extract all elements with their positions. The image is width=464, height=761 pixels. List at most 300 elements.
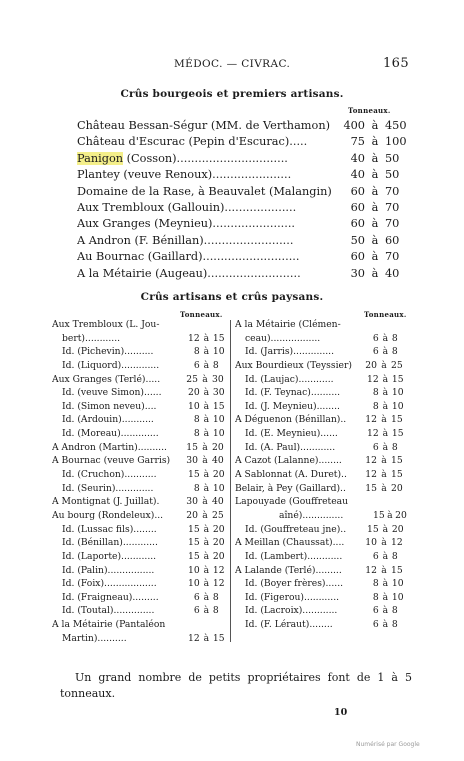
max-tonneaux: 20 — [212, 469, 225, 481]
range-separator: à — [371, 135, 379, 149]
range-separator: à — [381, 537, 387, 549]
max-tonneaux: 20 — [212, 523, 225, 535]
estate-name: Id. (Figerou)............ — [245, 591, 340, 603]
max-tonneaux: 15 — [391, 564, 403, 576]
estate-name: Aux Trembloux (Gallouin).................... — [77, 200, 297, 214]
min-tonneaux: 6 — [193, 605, 200, 617]
range-separator: à — [371, 151, 379, 165]
estate-name: Au Bournac (Gaillard)........................... — [77, 250, 300, 264]
range-separator: à — [371, 250, 379, 264]
range-separator: à — [203, 537, 210, 549]
range-separator: à — [382, 387, 389, 399]
max-tonneaux: 20 — [391, 523, 404, 535]
estate-name: Au bourg (Rondeleux)... — [52, 509, 164, 521]
range-separator: à — [203, 387, 210, 399]
estate-name: A Montignat (J. Juillat). — [52, 496, 160, 508]
max-tonneaux: 8 — [391, 332, 398, 344]
min-tonneaux: 15 — [188, 550, 200, 562]
range-separator: à — [203, 469, 210, 481]
table-row — [52, 632, 228, 646]
table-row — [52, 509, 228, 523]
highlighted-name: Panigon — [77, 151, 124, 165]
estate-name: Aux Granges (Terlé)..... — [52, 373, 161, 385]
table-row — [77, 167, 407, 183]
estate-name: Martin).......... — [62, 632, 127, 644]
min-tonneaux: 25 — [186, 373, 198, 385]
table-row — [52, 604, 228, 618]
range-separator: à — [381, 359, 387, 371]
range-separator: à — [203, 400, 210, 412]
max-tonneaux: 100 — [385, 135, 407, 149]
range-separator: à — [382, 346, 389, 358]
range-separator: à — [382, 373, 389, 385]
table-row — [52, 536, 228, 550]
range-separator: à — [203, 359, 210, 371]
range-separator: à — [203, 523, 210, 535]
estate-name: Id. (Lacroix)............ — [245, 605, 338, 617]
max-tonneaux: 10 — [212, 428, 225, 440]
estate-name: Id. (Palin)................ — [62, 564, 155, 576]
estate-name: A la Métairie (Clémen- — [235, 319, 341, 330]
min-tonneaux: 12 — [365, 469, 377, 481]
estate-name: Id. (Pichevin).......... — [62, 346, 154, 358]
min-tonneaux: 8 — [193, 414, 200, 426]
estate-name: Plantey (veuve Renoux)...................... — [77, 168, 292, 182]
max-tonneaux: 8 — [391, 441, 398, 453]
min-tonneaux: 12 — [367, 428, 379, 440]
range-separator: à — [203, 605, 210, 617]
estate-name: Id. (Gouffreteau jne).. — [245, 523, 347, 535]
min-tonneaux: 20 — [186, 509, 198, 521]
max-tonneaux: 12 — [212, 578, 225, 590]
range-separator: à — [382, 523, 389, 535]
table-row — [235, 550, 407, 564]
table-row — [235, 468, 407, 482]
estate-name: Aux Bourdieux (Teyssier) — [235, 359, 352, 371]
estate-name: Id. (veuve Simon)...... — [62, 387, 162, 399]
max-tonneaux — [391, 318, 407, 332]
max-tonneaux: 8 — [391, 605, 398, 617]
max-tonneaux: 15 — [391, 455, 403, 467]
range-separator: à — [381, 482, 387, 494]
table-row — [235, 482, 407, 496]
range-separator — [377, 495, 391, 509]
estate-name: Id. (Laujac)............ — [245, 373, 334, 385]
estate-name: Château d'Escurac (Pepin d'Escurac)..... — [77, 135, 308, 149]
range-separator: à — [381, 455, 387, 467]
range-separator: à — [203, 591, 210, 603]
range-separator: à — [381, 469, 387, 481]
google-watermark: Numérisé par Google — [356, 741, 420, 748]
max-tonneaux: 12 — [391, 537, 403, 549]
table-row — [235, 318, 407, 332]
min-tonneaux: 40 — [350, 168, 365, 182]
range-separator: à — [381, 564, 387, 576]
estate-name: A Bournac (veuve Garris) — [52, 455, 171, 467]
page-number: 165 — [383, 56, 410, 71]
table-row — [52, 591, 228, 605]
min-tonneaux: 8 — [193, 428, 200, 440]
table-row — [52, 359, 228, 373]
range-separator — [198, 618, 212, 632]
table-row — [77, 134, 407, 150]
range-separator: à — [387, 509, 393, 521]
table-row — [52, 318, 228, 332]
min-tonneaux: 10 — [365, 537, 377, 549]
max-tonneaux: 20 — [212, 441, 224, 453]
min-tonneaux: 8 — [372, 400, 379, 412]
table-row — [235, 454, 407, 468]
min-tonneaux: 12 — [188, 332, 200, 344]
estate-name: Id. (J. Meynieu)........ — [245, 400, 340, 412]
estate-name: Id. (Bénillan)............ — [62, 537, 158, 549]
min-tonneaux: 6 — [372, 550, 379, 562]
estate-name: A Cazot (Lalanne)........ — [235, 455, 342, 467]
estate-name: Aux Trembloux (L. Jou- — [52, 319, 160, 330]
range-separator: à — [371, 168, 379, 182]
table-row — [52, 332, 228, 346]
range-separator: à — [382, 578, 389, 590]
unit-label-tonneaux: Tonneaux. — [348, 106, 391, 115]
estate-name — [77, 151, 343, 167]
table-row — [77, 249, 407, 265]
estate-name: Id. (F. Teynac).......... — [245, 387, 341, 399]
table-row — [235, 413, 407, 427]
table-row — [235, 564, 407, 578]
range-separator: à — [202, 373, 208, 385]
estate-name: Id. (Ardouin)........... — [62, 414, 154, 426]
estate-name: Id. (F. Léraut)........ — [245, 619, 333, 631]
range-separator: à — [371, 184, 379, 198]
table-row — [52, 468, 228, 482]
min-tonneaux: 20 — [365, 359, 377, 371]
estate-name: bert)............ — [62, 332, 121, 344]
range-separator: à — [203, 564, 210, 576]
table-row — [77, 118, 407, 134]
min-tonneaux: 60 — [350, 250, 365, 264]
max-tonneaux: 8 — [391, 550, 398, 562]
estate-name: A Déguenon (Bénillan).. — [235, 414, 347, 426]
max-tonneaux: 10 — [212, 346, 225, 358]
section-heading-bourgeois: Crûs bourgeois et premiers artisans. — [120, 88, 344, 100]
min-tonneaux: 6 — [372, 441, 379, 453]
max-tonneaux: 10 — [391, 591, 404, 603]
max-tonneaux: 10 — [391, 387, 404, 399]
table-row — [77, 216, 407, 232]
section-heading-artisans: Crûs artisans et crûs paysans. — [140, 291, 324, 303]
max-tonneaux: 15 — [391, 414, 403, 426]
max-tonneaux: 40 — [212, 455, 224, 467]
max-tonneaux: 70 — [385, 200, 400, 214]
table-row — [52, 454, 228, 468]
min-tonneaux: 10 — [188, 400, 200, 412]
min-tonneaux: 12 — [365, 564, 377, 576]
table-row — [235, 536, 407, 550]
table-row — [235, 618, 407, 632]
table-row — [52, 495, 228, 509]
range-separator: à — [203, 550, 210, 562]
min-tonneaux: 6 — [372, 605, 379, 617]
table-row — [77, 151, 407, 167]
running-header — [0, 58, 464, 74]
estate-name: Id. (Liquord)............. — [62, 359, 160, 371]
table-row — [235, 577, 407, 591]
artisans-left-column — [52, 318, 228, 645]
min-tonneaux: 6 — [372, 346, 379, 358]
min-tonneaux: 12 — [188, 632, 200, 644]
table-row — [235, 495, 407, 509]
min-tonneaux: 8 — [372, 578, 379, 590]
estate-name: Aux Granges (Meynieu)....................... — [77, 217, 296, 231]
max-tonneaux: 8 — [212, 359, 219, 371]
max-tonneaux: 10 — [212, 482, 225, 494]
range-separator: à — [203, 346, 210, 358]
table-row — [52, 577, 228, 591]
table-row — [235, 332, 407, 346]
min-tonneaux: 30 — [350, 266, 365, 280]
table-row — [52, 482, 228, 496]
max-tonneaux: 10 — [391, 400, 404, 412]
table-row — [77, 184, 407, 200]
estate-name: Id. (Boyer frères)...... — [245, 578, 344, 590]
min-tonneaux: 15 — [188, 523, 200, 535]
max-tonneaux: 10 — [391, 578, 404, 590]
range-separator: à — [382, 441, 389, 453]
estate-name: Id. (Fraigneau)......... — [62, 591, 159, 603]
estate-name: A Lalande (Terlé)......... — [235, 564, 342, 576]
range-separator: à — [371, 200, 379, 214]
min-tonneaux: 60 — [350, 217, 365, 231]
min-tonneaux: 6 — [372, 332, 379, 344]
max-tonneaux: 20 — [212, 537, 225, 549]
estate-name: Id. (E. Meynieu)...... — [245, 428, 338, 440]
estate-name: Lapouyade (Gouffreteau — [235, 496, 349, 508]
min-tonneaux: 15 — [365, 482, 377, 494]
min-tonneaux: 40 — [350, 151, 365, 165]
estate-name: Id. (Jarris).............. — [245, 346, 335, 358]
range-separator: à — [202, 509, 208, 521]
table-row — [235, 427, 407, 441]
min-tonneaux: 6 — [193, 359, 200, 371]
max-tonneaux: 50 — [385, 151, 400, 165]
min-tonneaux — [182, 318, 198, 332]
range-separator: à — [382, 332, 389, 344]
table-row — [52, 523, 228, 537]
table-row — [235, 345, 407, 359]
min-tonneaux: 15 — [372, 509, 385, 521]
range-separator — [377, 318, 391, 332]
table-row — [52, 441, 228, 455]
min-tonneaux: 12 — [365, 455, 377, 467]
min-tonneaux — [361, 318, 377, 332]
estate-name: Id. (Seurin)............. — [62, 482, 154, 494]
min-tonneaux: 15 — [186, 441, 198, 453]
max-tonneaux: 25 — [391, 359, 403, 371]
table-row — [52, 427, 228, 441]
min-tonneaux: 30 — [186, 496, 198, 508]
min-tonneaux — [182, 618, 198, 632]
max-tonneaux: 15 — [391, 469, 403, 481]
table-row — [235, 386, 407, 400]
table-row — [52, 373, 228, 387]
table-row — [77, 200, 407, 216]
max-tonneaux: 20 — [391, 482, 403, 494]
estate-name: Domaine de la Rase, à Beauvalet (Malangin) — [77, 184, 332, 198]
max-tonneaux: 40 — [385, 266, 400, 280]
max-tonneaux: 8 — [391, 346, 398, 358]
max-tonneaux: 15 — [212, 332, 225, 344]
range-separator: à — [203, 482, 210, 494]
crus-bourgeois-list — [77, 118, 407, 282]
signature-mark: 10 — [334, 707, 348, 718]
estate-name: A la Métairie (Augeau).......................... — [77, 266, 301, 280]
max-tonneaux: 25 — [212, 509, 224, 521]
max-tonneaux: 50 — [385, 168, 400, 182]
unit-label-left: Tonneaux. — [180, 310, 223, 319]
range-separator: à — [382, 550, 389, 562]
range-separator: à — [381, 414, 387, 426]
estate-name: ceau)................. — [245, 332, 321, 344]
estate-name: A Sablonnat (A. Duret).. — [235, 469, 347, 481]
table-row — [235, 359, 407, 373]
table-row — [235, 523, 407, 537]
range-separator: à — [382, 400, 389, 412]
max-tonneaux: 60 — [385, 233, 400, 247]
range-separator: à — [382, 591, 389, 603]
table-row — [235, 604, 407, 618]
estate-name: Id. (Toutal).............. — [62, 605, 155, 617]
column-divider — [230, 320, 231, 642]
min-tonneaux: 6 — [193, 591, 200, 603]
footnote-paragraph: Un grand nombre de petits propriétaires font de 1 à 5 tonneaux. — [60, 671, 412, 700]
min-tonneaux: 75 — [350, 135, 365, 149]
range-separator: à — [382, 605, 389, 617]
running-title: MÉDOC. — CIVRAC. — [174, 58, 291, 70]
table-row — [235, 400, 407, 414]
range-separator: à — [203, 414, 210, 426]
range-separator: à — [382, 428, 389, 440]
min-tonneaux: 15 — [188, 469, 200, 481]
table-row — [77, 266, 407, 282]
max-tonneaux: 10 — [212, 414, 225, 426]
range-separator: à — [203, 632, 210, 644]
range-separator: à — [371, 119, 379, 132]
min-tonneaux: 8 — [372, 591, 379, 603]
min-tonneaux: 60 — [350, 200, 365, 214]
estate-name: Belair, à Pey (Gaillard).. — [235, 482, 346, 494]
estate-name: Id. (Cruchon)........... — [62, 469, 157, 481]
min-tonneaux: 400 — [343, 119, 365, 132]
estate-name: Id. (A. Paul)............ — [245, 441, 336, 453]
estate-name: Id. (Lussac fils)........ — [62, 523, 157, 535]
max-tonneaux: 20 — [395, 509, 407, 521]
max-tonneaux: 70 — [385, 184, 400, 198]
max-tonneaux: 70 — [385, 250, 400, 264]
max-tonneaux: 8 — [212, 591, 219, 603]
max-tonneaux: 15 — [212, 400, 225, 412]
table-row — [52, 400, 228, 414]
max-tonneaux: 450 — [385, 119, 407, 132]
min-tonneaux: 12 — [367, 373, 379, 385]
min-tonneaux: 10 — [188, 578, 200, 590]
estate-name: Château Bessan-Ségur (MM. de Verthamon) — [77, 119, 330, 132]
range-separator: à — [202, 441, 208, 453]
estate-name: A Andron (F. Bénillan)......................... — [77, 233, 294, 247]
range-separator: à — [371, 217, 379, 231]
min-tonneaux: 15 — [367, 523, 379, 535]
range-separator: à — [202, 455, 208, 467]
max-tonneaux: 8 — [391, 619, 398, 631]
range-separator: à — [203, 332, 210, 344]
table-row — [52, 618, 228, 632]
table-row — [52, 413, 228, 427]
estate-name: Id. (Lambert)............ — [245, 550, 343, 562]
min-tonneaux: 12 — [365, 414, 377, 426]
estate-name: Id. (Laporte)............ — [62, 550, 157, 562]
artisans-right-column — [235, 318, 407, 632]
max-tonneaux: 40 — [212, 496, 224, 508]
table-row — [52, 386, 228, 400]
max-tonneaux: 30 — [212, 373, 224, 385]
max-tonneaux: 20 — [212, 550, 225, 562]
table-row — [52, 550, 228, 564]
estate-name: A Andron (Martin).......... — [52, 441, 167, 453]
max-tonneaux: 30 — [212, 387, 225, 399]
range-separator: à — [203, 578, 210, 590]
range-separator: à — [371, 266, 379, 280]
min-tonneaux: 60 — [350, 184, 365, 198]
max-tonneaux: 70 — [385, 217, 400, 231]
unit-label-right: Tonneaux. — [364, 310, 407, 319]
range-separator: à — [371, 233, 379, 247]
max-tonneaux — [212, 318, 228, 332]
max-tonneaux: 12 — [212, 564, 225, 576]
table-row — [235, 509, 407, 523]
min-tonneaux: 10 — [188, 564, 200, 576]
estate-name: A la Métairie (Pantaléon — [52, 619, 166, 631]
min-tonneaux: 20 — [188, 387, 200, 399]
min-tonneaux: 30 — [186, 455, 198, 467]
table-row — [77, 233, 407, 249]
table-row — [235, 373, 407, 387]
min-tonneaux: 50 — [350, 233, 365, 247]
min-tonneaux: 8 — [372, 387, 379, 399]
estate-name: Id. (Moreau)............. — [62, 428, 159, 440]
min-tonneaux: 8 — [193, 482, 200, 494]
estate-name: Id. (Foix).................. — [62, 578, 157, 590]
table-row — [52, 564, 228, 578]
min-tonneaux: 15 — [188, 537, 200, 549]
min-tonneaux: 6 — [372, 619, 379, 631]
max-tonneaux: 15 — [391, 373, 404, 385]
range-separator: à — [203, 428, 210, 440]
estate-name: Id. (Simon neveu).... — [62, 400, 157, 412]
max-tonneaux: 8 — [212, 605, 219, 617]
range-separator: à — [382, 619, 389, 631]
min-tonneaux — [361, 495, 377, 509]
range-separator — [198, 318, 212, 332]
table-row — [235, 591, 407, 605]
max-tonneaux — [212, 618, 228, 632]
min-tonneaux: 8 — [193, 346, 200, 358]
range-separator: à — [202, 496, 208, 508]
estate-name: aîné).............. — [279, 509, 344, 521]
max-tonneaux — [391, 495, 407, 509]
table-row — [52, 345, 228, 359]
table-row — [235, 441, 407, 455]
estate-owner: (Cosson)............................... — [123, 151, 288, 165]
estate-name: A Meillan (Chaussat).... — [235, 537, 345, 549]
